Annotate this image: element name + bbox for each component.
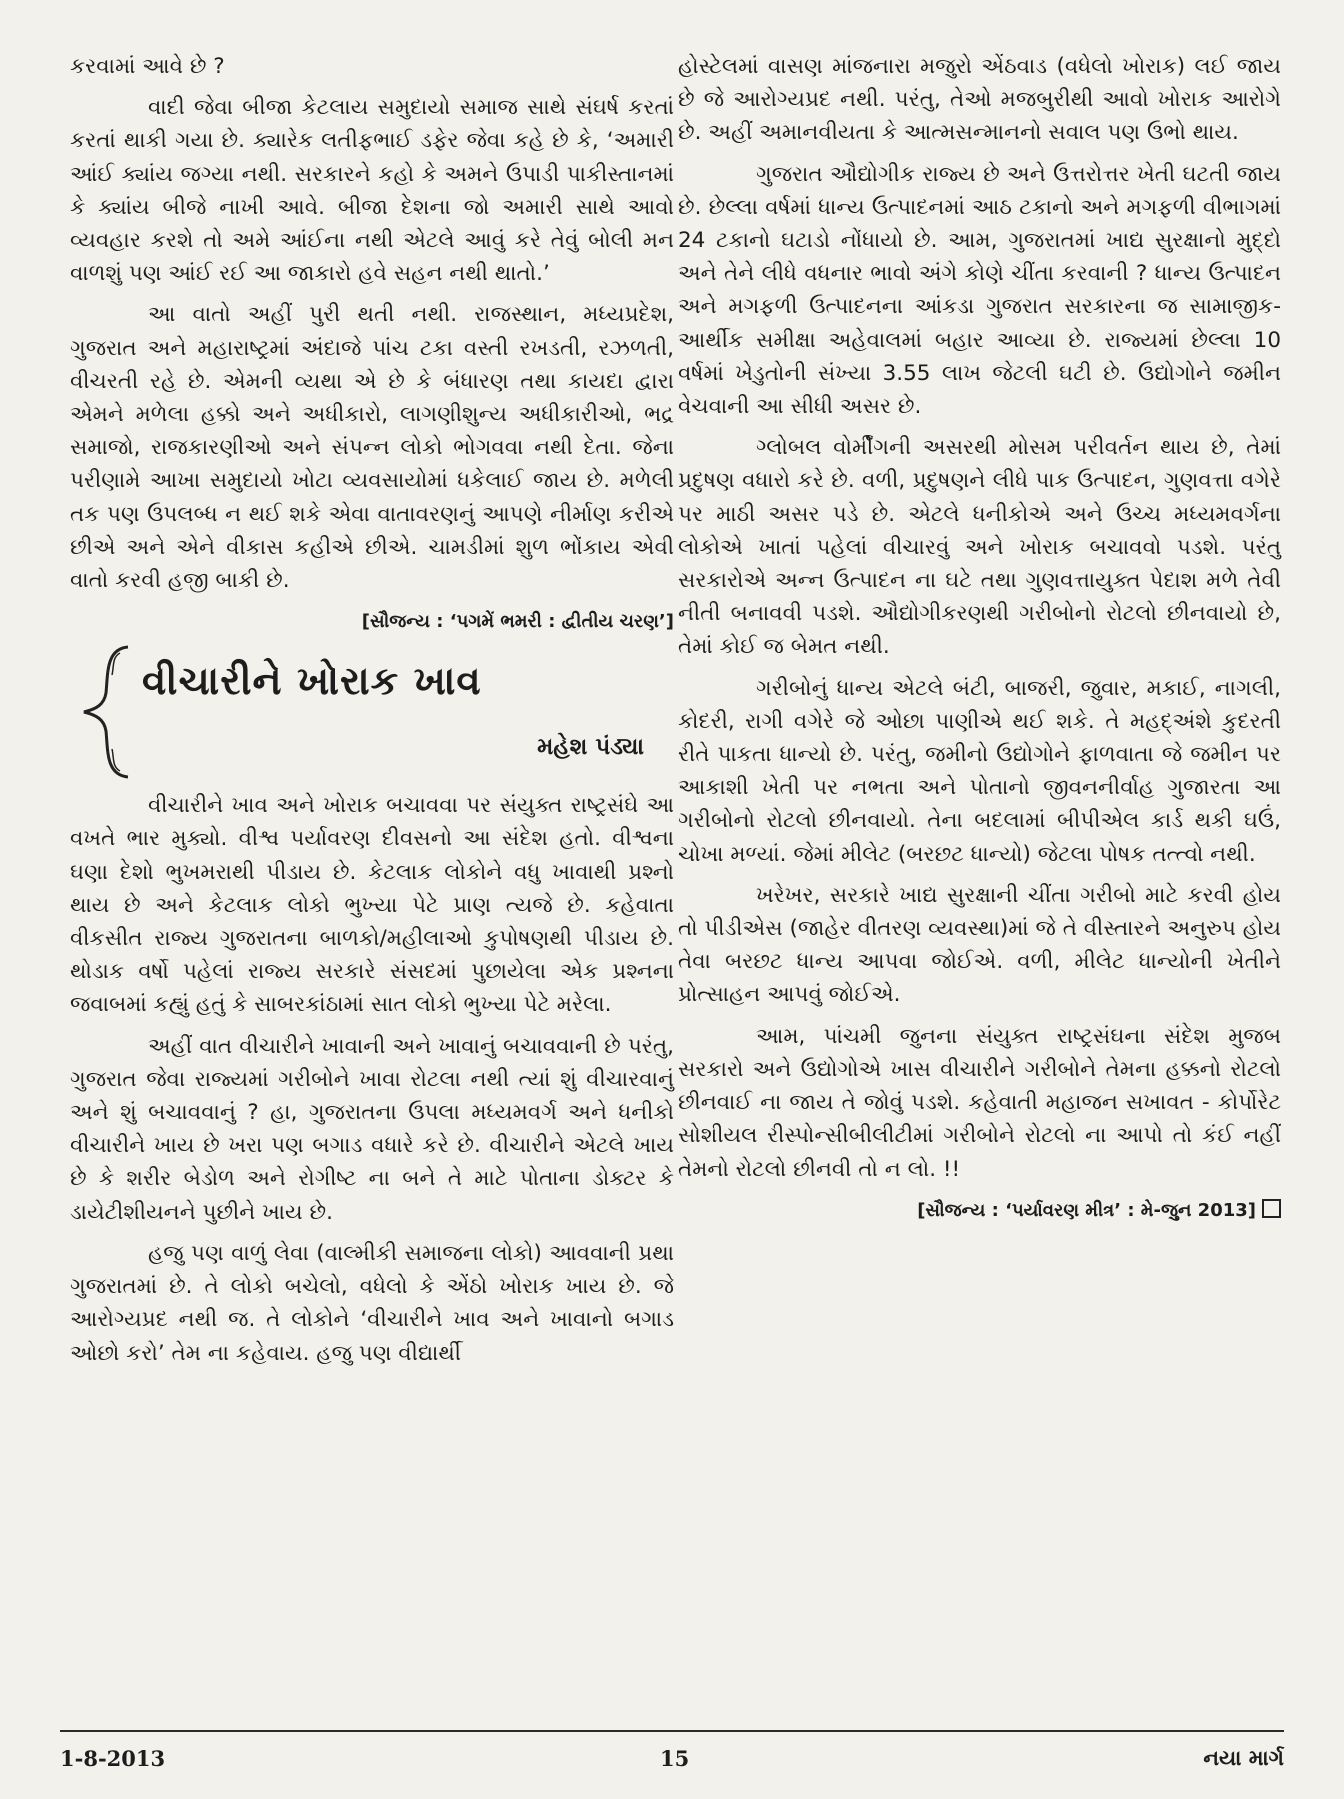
page-footer bbox=[60, 1738, 1284, 1778]
left-column bbox=[70, 50, 674, 1370]
paragraph: ગરીબોનું ધાન્ય એટલે બંટી, બાજરી, જુવાર, મકાઈ, નાગલી, કોદરી, રાગી વગેરે જે ઓછા પાણીએ થઈ શકે. તે મહદ્અંશે કુદરતી રીતે પાકતા ધાન્યો છે. પરંતુ, જમીનો ઉદ્યોગોને ફાળવાતા જે જમીન પર આકાશી ખેતી પર નભતા અને પોતાનો જીવનનીર્વાહ ગુજારતા આ ગરીબોનો રોટલો છીનવાયો. તેના બદલામાં બીપીએલ કાર્ડ થકી ઘઉં, ચોખા મળ્યાં. જેમાં મીલેટ (બરછટ ધાન્યો) જેટલા પોષક તત્ત્વો નથી. bbox=[678, 675, 1281, 867]
paragraph: આ વાતો અહીં પુરી થતી નથી. રાજસ્થાન, મધ્યપ્રદેશ, ગુજરાત અને મહારાષ્ટ્રમાં અંદાજે પાંચ ટકા વસ્તી રખડતી, રઝળતી, વીચરતી રહે છે. એમની વ્યથા એ છે કે બંધારણ તથા કાયદા દ્વારા એમને મળેલા હક્કો અને અધીકારો, લાગણીશુન્ય અધીકારીઓ, ભદ્ર સમાજો, રાજકારણીઓ અને સંપન્ન લોકો ભોગવવા નથી દેતા. જેના પરીણામે આખા સમુદાયો ખોટા વ્યવસાયોમાં ધકેલાઈ જાય છે. મળેલી તક પણ ઉપલબ્ધ ન થઈ શકે એવા વાતાવરણનું આપણે નીર્માણ કરીએ છીએ અને એને વીકાસ કહીએ છીએ. ચામડીમાં શુળ ભોંકાય એવી વાતો કરવી હજી બાકી છે. bbox=[70, 302, 674, 594]
end-mark-icon bbox=[1262, 1199, 1281, 1218]
article-title: વીચારીને ખોરાક ખાવ bbox=[142, 659, 482, 705]
footer-divider bbox=[60, 1730, 1284, 1732]
paragraph: કરવામાં આવે છે ? bbox=[70, 54, 225, 79]
source-credit bbox=[678, 1196, 1281, 1226]
page-number: 15 bbox=[660, 1746, 690, 1771]
paragraph: ગ્લોબલ વોર્મીંગની અસરથી મોસમ પરીવર્તન થાય છે, તેમાં પ્રદુષણ વધારો કરે છે. વળી, પ્રદુષણને લીધે પાક ઉત્પાદન, ગુણવત્તા વગેરે પર માઠી અસર પડે છે. એટલે ધનીકોએ અને ઉચ્ચ મધ્યમવર્ગના લોકોએ ખાતાં પહેલાં વીચારવું અને ખોરાક બચાવવો પડશે. પરંતુ સરકારોએ અન્ન ઉત્પાદન ના ઘટે તથા ગુણવત્તાયુક્ત પેદાશ મળે તેવી નીતી બનાવવી પડશે. ઔદ્યોગીકરણથી ગરીબોનો રોટલો છીનવાયો છે, તેમાં કોઈ જ બેમત નથી. bbox=[678, 435, 1281, 660]
article-author: મહેશ પંડ્યા bbox=[537, 734, 644, 761]
paragraph: વીચારીને ખાવ અને ખોરાક બચાવવા પર સંયુક્ત રાષ્ટ્રસંઘે આ વખતે ભાર મુક્યો. વીશ્વ પર્યાવરણ દીવસનો આ સંદેશ હતો. વીશ્વના ઘણા દેશો ભુખમરાથી પીડાય છે. કેટલાક લોકોને વધુ ખાવાથી પ્રશ્નો થાય છે અને કેટલાક લોકો ભુખ્યા પેટે પ્રાણ ત્યજે છે. કહેવાતા વીકસીત રાજ્ય ગુજરાતના બાળકો/મહીલાઓ કુપોષણથી પીડાય છે. થોડાક વર્ષો પહેલાં રાજ્ય સરકારે સંસદમાં પુછાયેલા એક પ્રશ્નના જવાબમાં કહ્યું હતું કે સાબરકાંઠામાં સાત લોકો ભુખ્યા પેટે મરેલા. bbox=[70, 793, 674, 1018]
right-column bbox=[678, 50, 1281, 1226]
paragraph: ગુજરાત ઔદ્યોગીક રાજ્ય છે અને ઉત્તરોત્તર ખેતી ઘટતી જાય છે. છેલ્લા વર્ષમાં ધાન્ય ઉત્પાદનમાં આઠ ટકાનો અને મગફળી વીભાગમાં 24 ટકાનો ઘટાડો નોંધાયો છે. આમ, ગુજરાતમાં ખાદ્ય સુરક્ષાનો મુદ્દો અને તેને લીધે વધનાર ભાવો અંગે કોણે ચીંતા કરવાની ? ધાન્ય ઉત્પાદન અને મગફળી ઉત્પાદનના આંકડા ગુજરાત સરકારના જ સામાજીક-આર્થીક સમીક્ષા અહેવાલમાં બહાર આવ્યા છે. રાજ્યમાં છેલ્લા 10 વર્ષમાં ખેડુતોની સંખ્યા 3.55 લાખ જેટલી ઘટી છે. ઉદ્યોગોને જમીન વેચવાની આ સીધી અસર છે. bbox=[678, 161, 1281, 420]
paragraph: હજુ પણ વાળું લેવા (વાલ્મીકી સમાજના લોકો) આવવાની પ્રથા ગુજરાતમાં છે. તે લોકો બચેલો, વધેલો કે એંઠો ખોરાક ખાય છે. જે આરોગ્યપ્રદ નથી જ. તે લોકોને ‘વીચારીને ખાવ અને ખાવાનો બગાડ ઓછો કરો’ તેમ ના કહેવાય. હજુ પણ વીદ્યાર્થી bbox=[70, 1240, 674, 1366]
decorative-brace-icon bbox=[76, 643, 136, 781]
credit-text: [સૌજન્ય : ‘પર્યાવરણ મીત્ર’ : મે-જુન 2013] bbox=[917, 1199, 1256, 1221]
paragraph: આમ, પાંચમી જુનના સંયુક્ત રાષ્ટ્રસંઘના સંદેશ મુજબ સરકારો અને ઉદ્યોગોએ ખાસ વીચારીને ગરીબોને તેમના હક્કનો રોટલો છીનવાઈ ના જાય તે જોવું પડશે. કહેવાતી મહાજન સખાવત - કોર્પોરેટ સોશીયલ રીસ્પોન્સીબીલીટીમાં ગરીબોને રોટલો ના આપો તો કંઈ નહીં તેમનો રોટલો છીનવી તો ન લો. !! bbox=[678, 1023, 1281, 1182]
paragraph: હોસ્ટેલમાં વાસણ માંજનારા મજુરો એંઠવાડ (વધેલો ખોરાક) લઈ જાય છે જે આરોગ્યપ્રદ નથી. પરંતુ, તેઓ મજબુરીથી આવો ખોરાક આરોગે છે. અહીં અમાનવીયતા કે આત્મસન્માનનો સવાલ પણ ઉભો થાય. bbox=[678, 54, 1281, 146]
paragraph: ખરેખર, સરકારે ખાદ્ય સુરક્ષાની ચીંતા ગરીબો માટે કરવી હોય તો પીડીએસ (જાહેર વીતરણ વ્યવસ્થા)માં જે તે વીસ્તારને અનુરુપ હોય તેવા બરછટ ધાન્ય આપવા જોઈએ. વળી, મીલેટ ધાન્યોની ખેતીને પ્રોત્સાહન આપવું જોઈએ. bbox=[678, 882, 1281, 1008]
issue-date: 1-8-2013 bbox=[60, 1746, 166, 1771]
source-credit: [સૌજન્ય : ‘પગમેં ભમરી : દ્વીતીય ચરણ’] bbox=[361, 611, 674, 633]
magazine-name: નયા માર્ગ bbox=[1203, 1746, 1284, 1770]
article-header bbox=[70, 643, 674, 781]
paragraph: અહીં વાત વીચારીને ખાવાની અને ખાવાનું બચાવવાની છે પરંતુ, ગુજરાત જેવા રાજ્યમાં ગરીબોને ખાવા રોટલા નથી ત્યાં શું વીચારવાનું અને શું બચાવવાનું ? હા, ગુજરાતના ઉપલા મધ્યમવર્ગ અને ધનીકો વીચારીને ખાય છે ખરા પણ બગાડ વધારે કરે છે. વીચારીને એટલે ખાય છે કે શરીર બેડોળ અને રોગીષ્ટ ના બને તે માટે પોતાના ડોક્ટર કે ડાયેટીશીયનને પુછીને ખાય છે. bbox=[70, 1033, 674, 1225]
paragraph: વાદી જેવા બીજા કેટલાય સમુદાયો સમાજ સાથે સંઘર્ષ કરતાં કરતાં થાકી ગયા છે. ક્યારેક લતીફભાઈ ડફેર જેવા કહે છે કે, ‘અમારી આંઈ ક્યાંય જગ્યા નથી. સરકારને કહો કે અમને ઉપાડી પાકીસ્તાનમાં કે ક્યાંય બીજે નાખી આવે. બીજા દેશના જો અમારી સાથે આવો વ્યવહાર કરશે તો અમે આંઈના નથી એટલે આવું કરે તેવું બોલી મન વાળશું પણ આંઈ રઈ આ જાકારો હવે સહન નથી થાતો.’ bbox=[70, 95, 674, 287]
